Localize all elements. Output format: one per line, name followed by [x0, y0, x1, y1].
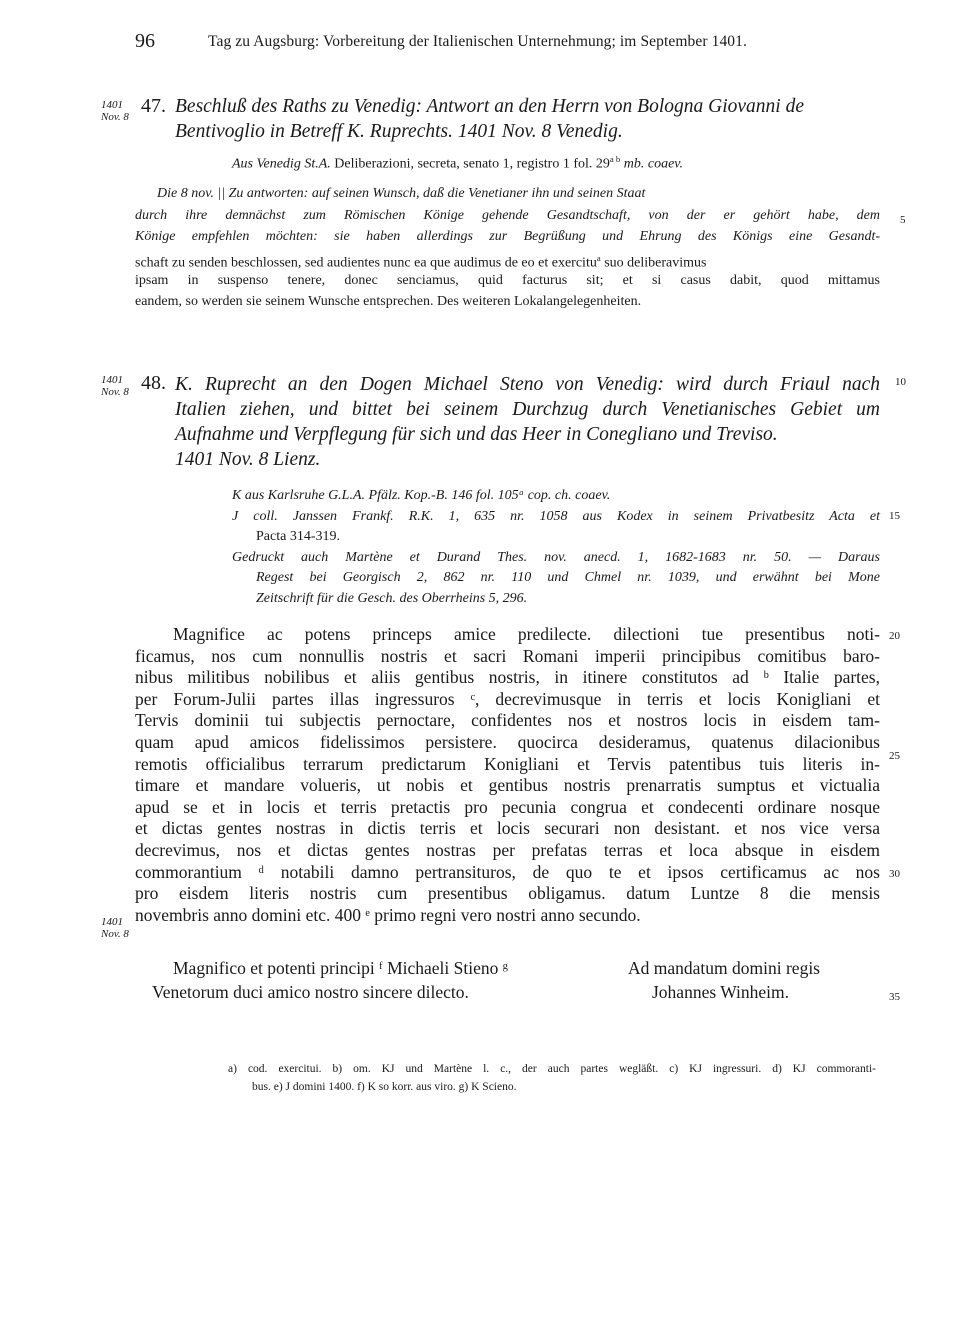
text-line-3: nibus militibus nobilibus et aliis gentibus nostris, in itinere constitutos ad ᵇ Italie partes, — [135, 667, 880, 688]
text-line-6: quam apud amicos fidelissimos persistere. quocirca desideramus, quatenus dilacionibus — [135, 731, 880, 752]
footnote-line-1: a) cod. exercitui. b) om. KJ und Martène l. c., der auch partes wegläßt. c) KJ ingressuri. d) KJ commoranti- — [228, 1063, 876, 1075]
doc47-body-line-5: ipsam in suspenso tenere, donec senciamus, quid facturus sit; et si casus dabit, quod mittamus — [135, 272, 880, 288]
doc47-margin-date: 1401 Nov. 8 — [101, 99, 129, 123]
address-line-1: Magnifico et potenti principi ᶠ Michaeli Stieno ᵍ — [173, 958, 509, 978]
line-number-10: 10 — [895, 376, 906, 388]
doc48-sources — [232, 486, 880, 609]
doc48-source-4: Gedruckt auch Martène et Durand Thes. nov. anecd. 1, 1682-1683 nr. 50. — Daraus — [232, 549, 880, 565]
signature-line-1: Ad mandatum domini regis — [628, 958, 820, 978]
doc48-text — [135, 624, 880, 926]
doc47-body-line-2: durch ihre demnächst zum Römischen Könige gehende Gesandtschaft, von der er gehört habe, dem — [135, 207, 880, 223]
doc47-source-tail: mb. coaev. — [623, 156, 683, 172]
doc47-body — [135, 183, 880, 313]
text-line-7: remotis officialibus terrarum predictarum Konigliani et Tervis patentibus tuis literis in- — [135, 753, 880, 774]
doc47-body-line-3: Könige empfehlen möchten: sie haben allerdings zur Begrüßung und Ehrung des Königs eine Gesandt- — [135, 229, 880, 245]
line-number-35: 35 — [889, 991, 900, 1003]
doc48-title-line-4: 1401 Nov. 8 Lienz. — [175, 449, 321, 470]
text-line-5: Tervis dominii tui subjectis pernoctare, confidentes nos et nostros locis in eisdem tam- — [135, 710, 880, 731]
doc47-body-line-1: Die 8 nov. || Zu antworten: auf seinen Wunsch, daß die Venetianer ihn und seinen Staat — [157, 186, 646, 201]
doc47-source-sup: a b — [609, 154, 621, 164]
doc48-title-line-2: Italien ziehen, und bittet bei seinem Durchzug durch Venetianisches Gebiet um — [175, 399, 880, 420]
address-line-2: Venetorum duci amico nostro sincere dilecto. — [152, 982, 469, 1002]
doc47-title-line-1: Beschluß des Raths zu Venedig: Antwort an den Herrn von Bologna Giovanni de — [175, 96, 804, 117]
line-number-25: 25 — [889, 750, 900, 762]
line-number-20: 20 — [889, 630, 900, 642]
text-line-4: per Forum-Julii partes illas ingressuros ᶜ, decrevimusque in terris et locis Konigliani et — [135, 688, 880, 709]
doc48-title-line-3: Aufnahme und Verpflegung für sich und das Heer in Conegliano und Treviso. — [175, 424, 778, 445]
text-line-8: timare et mandare volueris, ut nobis et gentibus nostris prenarratis sumptus et victualia — [135, 775, 880, 796]
line-number-5: 5 — [900, 214, 906, 226]
page-number: 96 — [135, 30, 155, 52]
text-line-2: ficamus, nos cum nonnullis nostris et sacri Romani imperii principibus comitibus baro- — [135, 645, 880, 666]
doc48-margin-date: 1401 Nov. 8 — [101, 374, 129, 398]
doc48-title-line-1: K. Ruprecht an den Dogen Michael Steno von Venedig: wird durch Friaul nach — [175, 374, 880, 395]
doc47-source-archive: Aus Venedig St.A. — [232, 156, 331, 172]
closing-margin-date: 1401 Nov. 8 — [101, 916, 129, 940]
line-number-30: 30 — [889, 868, 900, 880]
doc47-source — [232, 154, 683, 173]
text-line-10: et dictas gentes nostras in dictis terris et locis securari non desistant. et nos vice versa — [135, 818, 880, 839]
doc47-title-line-2: Bentivoglio in Betreff K. Ruprechts. 1401 Nov. 8 Venedig. — [175, 121, 623, 142]
doc47-body-line-6: eandem, so werden sie seinem Wunsche entsprechen. Des weiteren Lokalangelegenheiten. — [135, 294, 642, 310]
text-line-11: decrevimus, nos et dictas gentes nostras per prefatas terras et loca absque in eisdem — [135, 839, 880, 860]
footnotes — [228, 1060, 876, 1096]
line-number-15: 15 — [889, 510, 900, 522]
doc48-source-6: Zeitschrift für die Gesch. des Oberrheins 5, 296. — [256, 590, 528, 606]
doc48-source-3: Pacta 314-319. — [256, 529, 340, 544]
signature-line-2: Johannes Winheim. — [652, 982, 790, 1002]
doc48-title — [175, 372, 880, 472]
text-line-13: pro eisdem literis nostris cum presentibus obligamus. datum Luntze 8 die mensis — [135, 883, 880, 904]
doc47-number: 47. — [141, 95, 166, 117]
text-line-1: Magnifice ac potens princeps amice predilecte. dilectioni tue presentibus noti- — [173, 624, 880, 644]
text-line-14: novembris anno domini etc. 400 ᵉ primo regni vero nostri anno secundo. — [135, 904, 641, 925]
text-line-12: commorantium ᵈ notabili damno pertransituros, de quo te et ipsos certificamus ac nos — [135, 861, 880, 882]
doc47-body-line-4: schaft zu senden beschlossen, sed audientes nunc ea que audimus de eo et exercitu$^a$ suo deliberavimus — [135, 253, 707, 271]
doc48-source-1: K aus Karlsruhe G.L.A. Pfälz. Kop.-B. 146 fol. 105ᵃ cop. ch. coaev. — [232, 488, 611, 503]
footnote-line-2: bus. e) J domini 1400. f) K so korr. aus viro. g) K Scieno. — [252, 1081, 517, 1093]
doc48-source-2: J coll. Janssen Frankf. R.K. 1, 635 nr. 1058 aus Kodex in seinem Privatbesitz Acta et — [232, 508, 880, 524]
running-title: Tag zu Augsburg: Vorbereitung der Italienischen Unternehmung; im September 1401. — [208, 33, 747, 50]
doc47-source-text: Deliberazioni, secreta, senato 1, registro 1 fol. 29 — [334, 156, 610, 172]
doc48-source-5: Regest bei Georgisch 2, 862 nr. 110 und Chmel nr. 1039, und erwähnt bei Mone — [256, 570, 880, 585]
text-line-9: apud se et in locis et terris pretactis pro pecunia congrua et condecenti ordinare nosque — [135, 796, 880, 817]
doc48-number: 48. — [141, 372, 166, 394]
